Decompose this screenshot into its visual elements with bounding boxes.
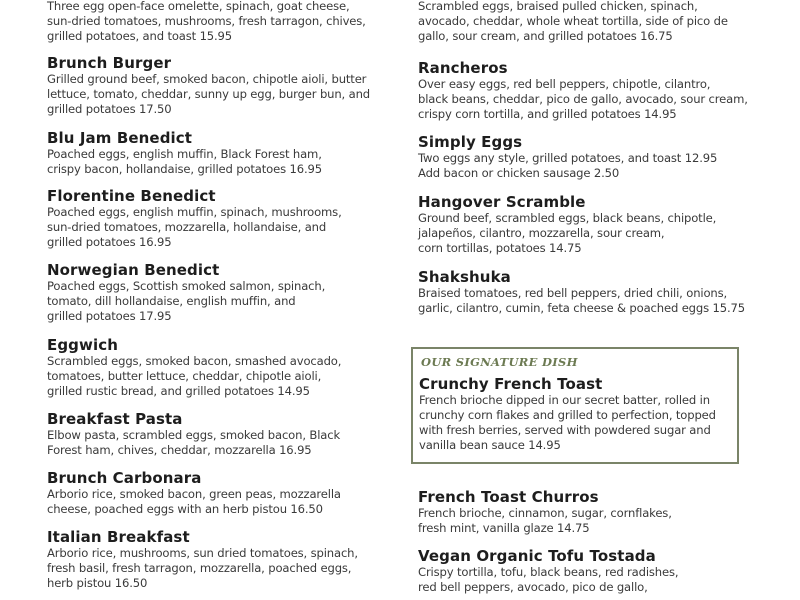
menu-item-title: Blu Jam Benedict (47, 129, 193, 147)
signature-dish-box (411, 347, 739, 464)
menu-item-title: Vegan Organic Tofu Tostada (418, 547, 656, 565)
menu-item-italian-breakfast (47, 528, 377, 591)
description-line: grilled potatoes 16.95 (47, 235, 172, 249)
description-line: French brioche dipped in our secret batter, rolled in (419, 393, 710, 407)
description-line: Two eggs any style, grilled potatoes, and toast 12.95 (418, 151, 718, 165)
menu-item-description (418, 0, 753, 44)
menu-item-description (418, 506, 753, 536)
menu-item-title: Brunch Burger (47, 54, 172, 72)
menu-item-crunchy-french-toast (419, 375, 731, 453)
signature-dish-label: OUR SIGNATURE DISH (421, 355, 578, 369)
description-line: fresh mint, vanilla glaze 14.75 (418, 521, 590, 535)
description-line: tomato, dill hollandaise, english muffin, and (47, 294, 296, 308)
menu-item-rancheros (418, 59, 753, 122)
description-line: Ground beef, scrambled eggs, black beans, chipotle, (418, 211, 717, 225)
menu-item-description (418, 565, 753, 595)
menu-item-brunch-burger (47, 54, 377, 117)
menu-item-title: Rancheros (418, 59, 508, 77)
menu-item-chicken-burrito (418, 0, 753, 44)
menu-item-title: Crunchy French Toast (419, 375, 603, 393)
menu-item-description (418, 286, 753, 316)
description-line: grilled potatoes 17.50 (47, 102, 172, 116)
description-line: Scrambled eggs, braised pulled chicken, spinach, (418, 0, 698, 13)
description-line: Crispy tortilla, tofu, black beans, red radishes, (418, 565, 679, 579)
menu-item-description (418, 211, 753, 256)
menu-item-title: Florentine Benedict (47, 187, 216, 205)
menu-item-brunch-carbonara (47, 469, 377, 517)
description-line: Grilled ground beef, smoked bacon, chipotle aioli, butter (47, 72, 367, 86)
description-line: Over easy eggs, red bell peppers, chipotle, cilantro, (418, 77, 711, 91)
description-line: with fresh berries, served with powdered sugar and (419, 423, 711, 437)
description-line: French brioche, cinnamon, sugar, cornflakes, (418, 506, 672, 520)
menu-item-title: Hangover Scramble (418, 193, 586, 211)
menu-item-shakshuka (418, 268, 753, 316)
description-line: Elbow pasta, scrambled eggs, smoked bacon, Black (47, 428, 341, 442)
description-line: cheese, poached eggs with an herb pistou 16.50 (47, 502, 323, 516)
menu-item-title: Italian Breakfast (47, 528, 190, 546)
description-line: grilled potatoes, and toast 15.95 (47, 29, 233, 43)
description-line: crispy corn tortilla, and grilled potatoes 14.95 (418, 107, 677, 121)
description-line: garlic, cilantro, cumin, feta cheese & poached eggs 15.75 (418, 301, 745, 315)
description-line: avocado, cheddar, whole wheat tortilla, side of pico de (418, 14, 728, 28)
menu-item-vegan-tofu-tostada (418, 547, 753, 595)
menu-item-title: Simply Eggs (418, 133, 523, 151)
description-line: grilled potatoes 17.95 (47, 309, 172, 323)
menu-item-title: Shakshuka (418, 268, 511, 286)
menu-item-simply-eggs (418, 133, 753, 181)
description-line: sun-dried tomatoes, mozzarella, hollandaise, and (47, 220, 327, 234)
menu-item-omelette (47, 0, 377, 44)
menu-item-description (47, 72, 377, 117)
description-line: Forest ham, chives, cheddar, mozzarella 16.95 (47, 443, 312, 457)
menu-item-description (418, 77, 753, 122)
description-line: Arborio rice, smoked bacon, green peas, mozzarella (47, 487, 341, 501)
menu-item-florentine-benedict (47, 187, 377, 250)
menu-item-norwegian-benedict (47, 261, 377, 324)
menu-item-description (47, 428, 377, 458)
description-line: tomatoes, butter lettuce, cheddar, chipotle aioli, (47, 369, 322, 383)
menu-item-breakfast-pasta (47, 410, 377, 458)
menu-item-description (47, 0, 377, 44)
description-line: Scrambled eggs, smoked bacon, smashed avocado, (47, 354, 342, 368)
description-line: Poached eggs, english muffin, spinach, mushrooms, (47, 205, 342, 219)
description-line: herb pistou 16.50 (47, 576, 148, 590)
menu-item-title: French Toast Churros (418, 488, 599, 506)
description-line: Poached eggs, english muffin, Black Forest ham, (47, 147, 322, 161)
description-line: vanilla bean sauce 14.95 (419, 438, 561, 452)
menu-item-description (47, 279, 377, 324)
description-line: Add bacon or chicken sausage 2.50 (418, 166, 620, 180)
menu-item-eggwich (47, 336, 377, 399)
menu-item-title: Brunch Carbonara (47, 469, 202, 487)
description-line: Poached eggs, Scottish smoked salmon, spinach, (47, 279, 326, 293)
menu-item-title: Breakfast Pasta (47, 410, 183, 428)
menu-item-description (47, 487, 377, 517)
menu-item-description (418, 151, 753, 181)
description-line: lettuce, tomato, cheddar, sunny up egg, burger bun, and (47, 87, 370, 101)
description-line: crunchy corn flakes and grilled to perfection, topped (419, 408, 716, 422)
menu-item-blu-jam-benedict (47, 129, 377, 177)
description-line: corn tortillas, potatoes 14.75 (418, 241, 582, 255)
description-line: grilled rustic bread, and grilled potatoes 14.95 (47, 384, 310, 398)
menu-item-french-toast-churros (418, 488, 753, 536)
description-line: crispy bacon, hollandaise, grilled potatoes 16.95 (47, 162, 322, 176)
menu-item-hangover-scramble (418, 193, 753, 256)
menu-item-description (47, 205, 377, 250)
menu-item-title: Eggwich (47, 336, 118, 354)
description-line: red bell peppers, avocado, pico de gallo, (418, 580, 648, 594)
description-line: fresh basil, fresh tarragon, mozzarella, poached eggs, (47, 561, 352, 575)
menu-item-title: Norwegian Benedict (47, 261, 220, 279)
menu-item-description (47, 354, 377, 399)
description-line: Braised tomatoes, red bell peppers, dried chili, onions, (418, 286, 728, 300)
menu-item-description (47, 147, 377, 177)
description-line: black beans, cheddar, pico de gallo, avocado, sour cream, (418, 92, 748, 106)
description-line: jalapeños, cilantro, mozzarella, sour cream, (418, 226, 665, 240)
description-line: gallo, sour cream, and grilled potatoes 16.75 (418, 29, 673, 43)
description-line: Arborio rice, mushrooms, sun dried tomatoes, spinach, (47, 546, 358, 560)
menu-item-description (419, 393, 731, 453)
description-line: sun-dried tomatoes, mushrooms, fresh tarragon, chives, (47, 14, 366, 28)
description-line: Three egg open-face omelette, spinach, goat cheese, (47, 0, 350, 13)
menu-item-description (47, 546, 377, 591)
